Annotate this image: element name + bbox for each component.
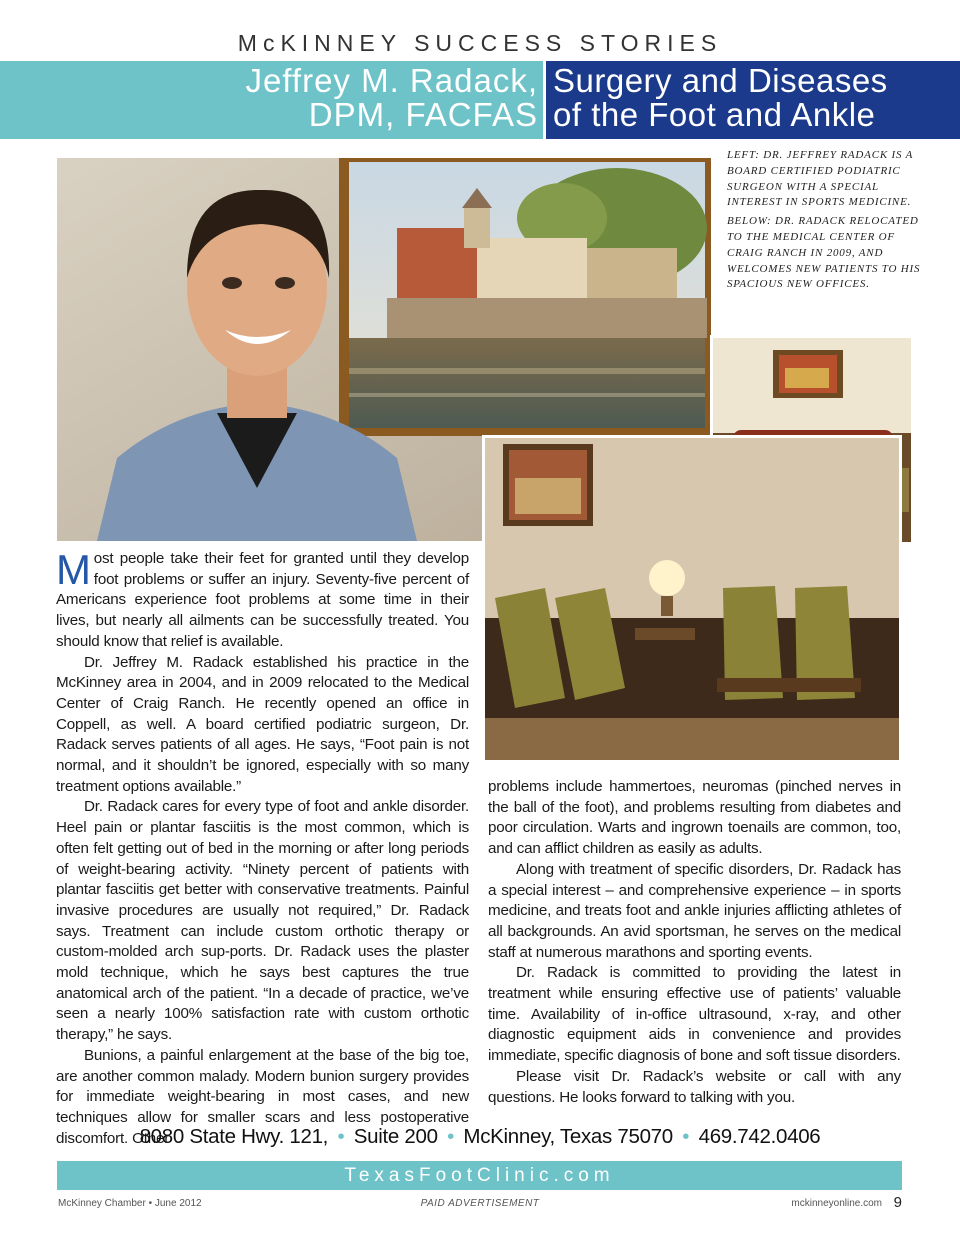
article-column-left: [56, 546, 469, 1149]
address-suite: Suite 200: [353, 1125, 438, 1148]
article-paragraph-5: problems include hammertoes, neuromas (pinched nerves in the ball of the foot), and problems resulting from diabetes and poor circulation. Warts and ingrown toenails are common, too, and can afflict children as easily as adults.: [488, 778, 901, 858]
article-column-right: [488, 777, 901, 1108]
doctor-name-line2: DPM, FACFAS: [308, 96, 538, 133]
address-separator: •: [337, 1125, 345, 1148]
drop-cap: M: [56, 546, 91, 593]
article-paragraph-1: [56, 546, 469, 653]
section-kicker: McKINNEY SUCCESS STORIES: [237, 30, 723, 56]
address-separator: •: [447, 1125, 455, 1148]
waiting-room-photo: [482, 435, 902, 763]
website-link[interactable]: TexasFootClinic.com: [344, 1165, 615, 1186]
page-number: 9: [893, 1194, 902, 1211]
article-paragraph-6: Along with treatment of specific disorders, Dr. Radack has a special interest – and comprehensive experience – in sports medicine, and treats foot and ankle injuries afflicting athletes of all backgrounds. An avid sportsman, he serves on the medical staff at numerous marathons and sporting events.: [488, 860, 901, 961]
photo-caption: [727, 148, 927, 296]
specialty-title-line2: of the Foot and Ankle: [553, 96, 876, 133]
footer-website: mckinneyonline.com: [791, 1198, 882, 1209]
caption-below: BELOW: DR. RADACK RELOCATED TO THE MEDICAL CENTER OF CRAIG RANCH IN 2009, AND WELCOMES NEW PATIENTS TO HIS SPACIOUS NEW OFFICES.: [727, 215, 921, 291]
contact-address: [0, 1125, 960, 1149]
caption-left: LEFT: DR. JEFFREY RADACK IS A BOARD CERTIFIED PODIATRIC SURGEON WITH A SPECIAL INTEREST IN SPORTS MEDICINE.: [727, 149, 913, 209]
doctor-name-line1: Jeffrey M. Radack,: [245, 62, 538, 99]
footer-publication: McKinney Chamber • June 2012: [58, 1198, 202, 1209]
contact-phone[interactable]: 469.742.0406: [698, 1125, 821, 1148]
doctor-name: [246, 64, 539, 132]
article-paragraph-1-text: ost people take their feet for granted until they develop foot problems or suffer an injury. Seventy-five percent of Americans experience foot problems at some time in their lives, but nearly all ailments can be successfully treated. You should know that relief is available.: [56, 550, 469, 650]
article-paragraph-7: Dr. Radack is committed to providing the latest in treatment while ensuring effective use of patients’ valuable time. Availability of in-office ultrasound, x-ray, and other diagnostic equipment aids in convenience and provides immediate, specific diagnosis of bone and soft tissue disorders.: [488, 964, 901, 1065]
address-separator: •: [682, 1125, 690, 1148]
address-street: 8080 State Hwy. 121,: [139, 1125, 329, 1148]
address-city: McKinney, Texas 75070: [463, 1125, 673, 1148]
specialty-title: [553, 64, 888, 132]
article-paragraph-2: Dr. Jeffrey M. Radack established his practice in the McKinney area in 2004, and in 2009 relocated to the Medical Center of Craig Ranch. He recently opened an office in Coppell, as well. A board certified podiatric surgeon, Dr. Radack serves patients of all ages. He says, “Foot pain is not normal, and it shouldn’t be ignored, especially with so many treatment options available.”: [56, 653, 469, 795]
footer-paid-advertisement: PAID ADVERTISEMENT: [420, 1198, 540, 1209]
article-paragraph-8: Please visit Dr. Radack’s website or call with any questions. He looks forward to talking with you.: [488, 1067, 901, 1106]
specialty-title-line1: Surgery and Diseases: [553, 62, 888, 99]
article-paragraph-4: Bunions, a painful enlargement at the base of the big toe, are another common malady. Modern bunion surgery provides for immediate weight-bearing in most cases, and new techniques allow for smaller scars and less postoperative discomfort. Other: [56, 1046, 469, 1147]
title-band-divider: [543, 61, 546, 139]
article-paragraph-3: Dr. Radack cares for every type of foot and ankle disorder. Heel pain or plantar fasciitis is the most common, which is often felt getting out of bed in the morning or after long periods of weight-bearing activity. “Ninety percent of patients with plantar fasciitis get better with conservative treatments. Painful invasive procedures are usually not required,” Dr. Radack says. Treatment can include custom orthotic therapy or custom-molded arch sup-ports. Dr. Radack uses the plaster mold technique, which he says best captures the true anatomical arch of the patient. “In a decade of practice, we’ve seen a nearly 100% satisfaction rate with custom orthotic therapy,” he says.: [56, 798, 469, 1044]
website-banner: [57, 1161, 902, 1190]
